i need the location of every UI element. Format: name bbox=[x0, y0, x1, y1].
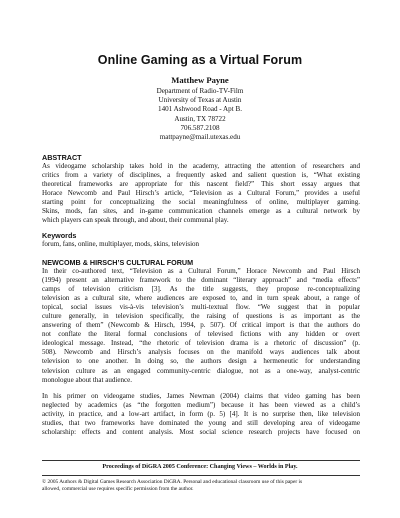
text-line: ideological message. Instead, “the rhetoric of television drama is a rhetoric of discussion” (p. bbox=[42, 339, 360, 348]
text-line: critics from a variety of disciplines, a frequently asked and salient question is, “What existing bbox=[42, 171, 360, 180]
text-line: As videogame scholarship takes hold in the academy, attracting the attention of researchers and bbox=[42, 162, 360, 170]
text-line: Skins, mods, fan sites, and in-game communication channels emerge as a cultural network by bbox=[42, 207, 360, 216]
author-affiliation bbox=[0, 87, 400, 142]
text-line: (1994) present an alternative framework to the dominant “literary approach” and “media effects” bbox=[42, 276, 360, 285]
text-line: monologue about that audience. bbox=[42, 375, 133, 384]
copyright-notice bbox=[42, 479, 360, 493]
affiliation-line: Austin, TX 78722 bbox=[174, 114, 226, 123]
text-line: answering of them” (Newcomb & Hirsch, 1994, p. 507). Of critical import is that the authors do bbox=[42, 321, 360, 330]
copyright-line: allowed, commercial use requires specific permission from the author. bbox=[42, 486, 194, 493]
keywords-body bbox=[42, 240, 360, 249]
text-line: In his primer on videogame studies, James Newman (2004) claims that video gaming has been bbox=[42, 392, 360, 400]
affiliation-email: mattpayne@mail.utexas.edu bbox=[159, 133, 241, 142]
affiliation-line: University of Texas at Austin bbox=[158, 96, 242, 105]
text-line: camps of television criticism [3]. As the title suggests, they propose re-conceptualizing bbox=[42, 285, 360, 294]
keywords-heading: Keywords bbox=[42, 231, 77, 240]
text-line: In their co-authored text, “Television as a Cultural Forum,” Horace Newcomb and Paul Hirsch bbox=[42, 267, 360, 275]
proceedings-note: Proceedings of DiGRA 2005 Conference: Changing Views – Worlds in Play. bbox=[102, 464, 298, 470]
section-paragraph-2 bbox=[42, 392, 360, 437]
abstract-heading: ABSTRACT bbox=[42, 153, 82, 162]
affiliation-line: 1401 Ashwood Road - Apt B. bbox=[158, 105, 242, 114]
affiliation-line: Department of Radio-TV-Film bbox=[156, 87, 244, 95]
text-line: starting point for conceptualizing the social meaningfulness of online, multiplayer gaming. bbox=[42, 198, 360, 207]
text-line: which players can speak through, and about, their communal play. bbox=[42, 216, 229, 225]
text-line: Horace Newcomb and Paul Hirsch’s article, “Television as a Cultural Forum,” provides a useful bbox=[42, 189, 360, 198]
footer-divider bbox=[42, 475, 360, 476]
section-paragraph-1 bbox=[42, 267, 360, 385]
text-line: theoretical frameworks are appropriate for this nascent field?” This short essay argues that bbox=[42, 180, 360, 189]
text-line: culture generally, in television specifically, the raising of questions is as important as the bbox=[42, 312, 360, 321]
paper-title: Online Gaming as a Virtual Forum bbox=[97, 53, 303, 67]
text-line: television as a cultural site, where audiences are exposed to, and in turn speak about, a range of bbox=[42, 294, 360, 303]
text-line: topical, social issues vis-à-vis television’s multi-textual flow. “We suggest that in popular bbox=[42, 303, 360, 312]
keywords-text: forum, fans, online, multiplayer, mods, skins, television bbox=[42, 240, 200, 248]
text-line: not conflate the literal formal conclusions of televised fictions with any hidden or overt bbox=[42, 330, 360, 339]
text-line: television to one another. In doing so, the authors design a hermeneutic for understanding bbox=[42, 357, 360, 366]
section-heading: NEWCOMB & HIRSCH’S CULTURAL FORUM bbox=[42, 258, 194, 267]
text-line: 508). Newcomb and Hirsch’s analysis focuses on the manifold ways audiences talk about bbox=[42, 348, 360, 357]
footer-divider bbox=[42, 460, 360, 461]
text-line: studies, that two frameworks have dominated the young and still developing area of videogame bbox=[42, 419, 360, 428]
author-name: Matthew Payne bbox=[171, 75, 229, 85]
copyright-line: © 2005 Authors & Digital Games Research Association DiGRA. Personal and educational classroom use of this paper is bbox=[42, 479, 303, 485]
text-line: neglected by academics (as “the forgotten medium”) because it has been viewed as a child’s bbox=[42, 401, 360, 410]
text-line: television culture as an engaged community-centric dialogue, not as a one-way, analyst-centric bbox=[42, 366, 360, 375]
text-line: activity, in practice, and a low-art artifact, in form (p. 5) [4]. It is no surprise then, like television bbox=[42, 410, 360, 419]
abstract-body bbox=[42, 162, 360, 225]
affiliation-line: 706.587.2108 bbox=[180, 123, 220, 132]
text-line: scholarship: effects and content analysis. Most social science research projects have focused on bbox=[42, 428, 360, 437]
